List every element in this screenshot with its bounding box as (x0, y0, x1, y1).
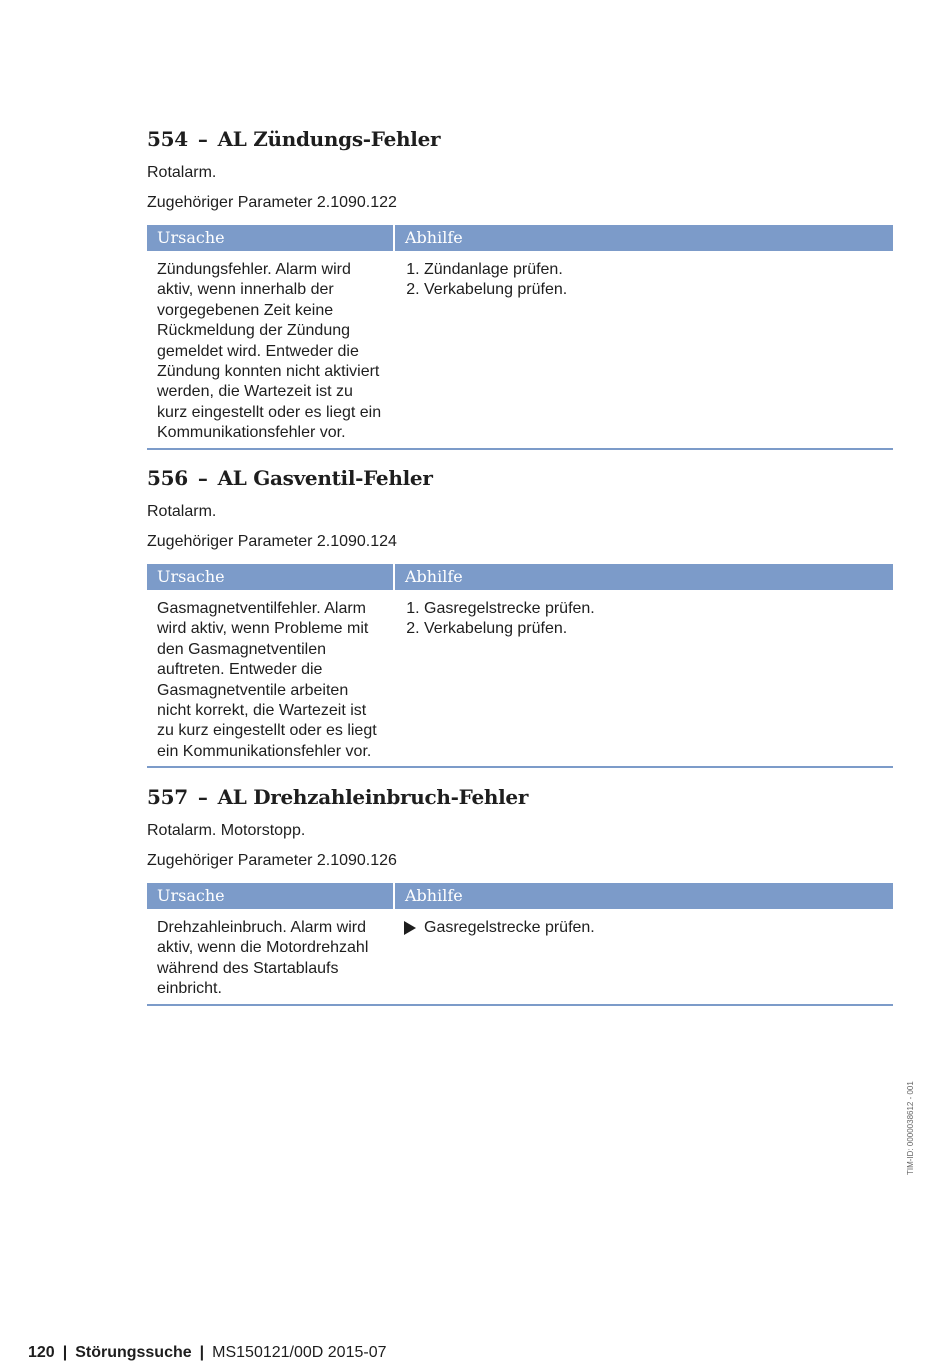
cause-header: Ursache (147, 883, 394, 909)
section-title (147, 463, 893, 493)
remedy-cell (394, 251, 893, 449)
remedy-item: Gasregelstrecke prüfen. (424, 919, 595, 936)
section-554 (147, 124, 893, 450)
parameter-line: Zugehöriger Parameter 2.1090.122 (147, 194, 397, 211)
section-557 (147, 782, 893, 1006)
parameter-line: Zugehöriger Parameter 2.1090.124 (147, 533, 397, 550)
alarm-type: Rotalarm. (147, 164, 217, 181)
parameter-line: Zugehöriger Parameter 2.1090.126 (147, 852, 397, 869)
page-number: 120 (28, 1344, 55, 1361)
tim-id-label: TIM-ID: 0000038612 - 001 (906, 1081, 915, 1175)
remedy-item: 1. Zündanlage prüfen. (424, 260, 883, 280)
footer-separator: | (62, 1344, 68, 1361)
title-dash: – (197, 127, 208, 151)
chapter-name: Störungssuche (75, 1344, 192, 1361)
cause-header: Ursache (147, 564, 394, 590)
triangle-arrow-icon (404, 921, 416, 935)
section-title (147, 124, 893, 154)
remedy-header: Abhilfe (394, 225, 893, 251)
section-number: 554 (147, 127, 188, 151)
section-number: 557 (147, 785, 188, 809)
page-footer (28, 1341, 387, 1365)
document-id: MS150121/00D 2015-07 (212, 1344, 387, 1361)
remedy-list (404, 260, 883, 301)
remedy-item: 2. Verkabelung prüfen. (424, 619, 883, 639)
section-heading: AL Drehzahleinbruch-Fehler (217, 785, 529, 809)
remedy-cell (394, 909, 893, 1005)
cause-text: Zündungsfehler. Alarm wird aktiv, wenn innerhalb der vorgegebenen Zeit keine Rückmeldung der Zündung gemeldet wird. Entweder die Zündung konnten nicht aktiviert werden, die Wartezeit ist zu kurz eingestellt oder es liegt ein Kommunikationsfehler vor. (147, 251, 394, 449)
section-title (147, 782, 893, 812)
title-dash: – (197, 785, 208, 809)
section-heading: AL Gasventil-Fehler (217, 466, 433, 490)
remedy-header: Abhilfe (394, 883, 893, 909)
cause-remedy-table (147, 564, 893, 768)
table-row (147, 590, 893, 767)
remedy-header: Abhilfe (394, 564, 893, 590)
section-556 (147, 463, 893, 768)
remedy-step (404, 918, 883, 938)
table-row (147, 909, 893, 1005)
remedy-item: 1. Gasregelstrecke prüfen. (424, 599, 883, 619)
footer-separator: | (199, 1344, 205, 1361)
cause-header: Ursache (147, 225, 394, 251)
cause-text: Gasmagnetventilfehler. Alarm wird aktiv, wenn Probleme mit den Gasmagnetventilen auftreten. Entweder die Gasmagnetventile arbeiten nicht korrekt, die Wartezeit ist zu kurz eingestellt oder es liegt ein Kommunikationsfehler vor. (147, 590, 394, 767)
alarm-type: Rotalarm. Motorstopp. (147, 822, 306, 839)
cause-text: Drehzahleinbruch. Alarm wird aktiv, wenn die Motordrehzahl während des Startablaufs einbricht. (147, 909, 394, 1005)
table-row (147, 251, 893, 449)
cause-remedy-table (147, 883, 893, 1006)
title-dash: – (197, 466, 208, 490)
table-header-row (147, 225, 893, 251)
section-number: 556 (147, 466, 188, 490)
remedy-list (404, 599, 883, 640)
section-heading: AL Zündungs-Fehler (217, 127, 441, 151)
table-header-row (147, 564, 893, 590)
cause-remedy-table (147, 225, 893, 450)
remedy-item: 2. Verkabelung prüfen. (424, 280, 883, 300)
table-header-row (147, 883, 893, 909)
alarm-type: Rotalarm. (147, 503, 217, 520)
remedy-cell (394, 590, 893, 767)
